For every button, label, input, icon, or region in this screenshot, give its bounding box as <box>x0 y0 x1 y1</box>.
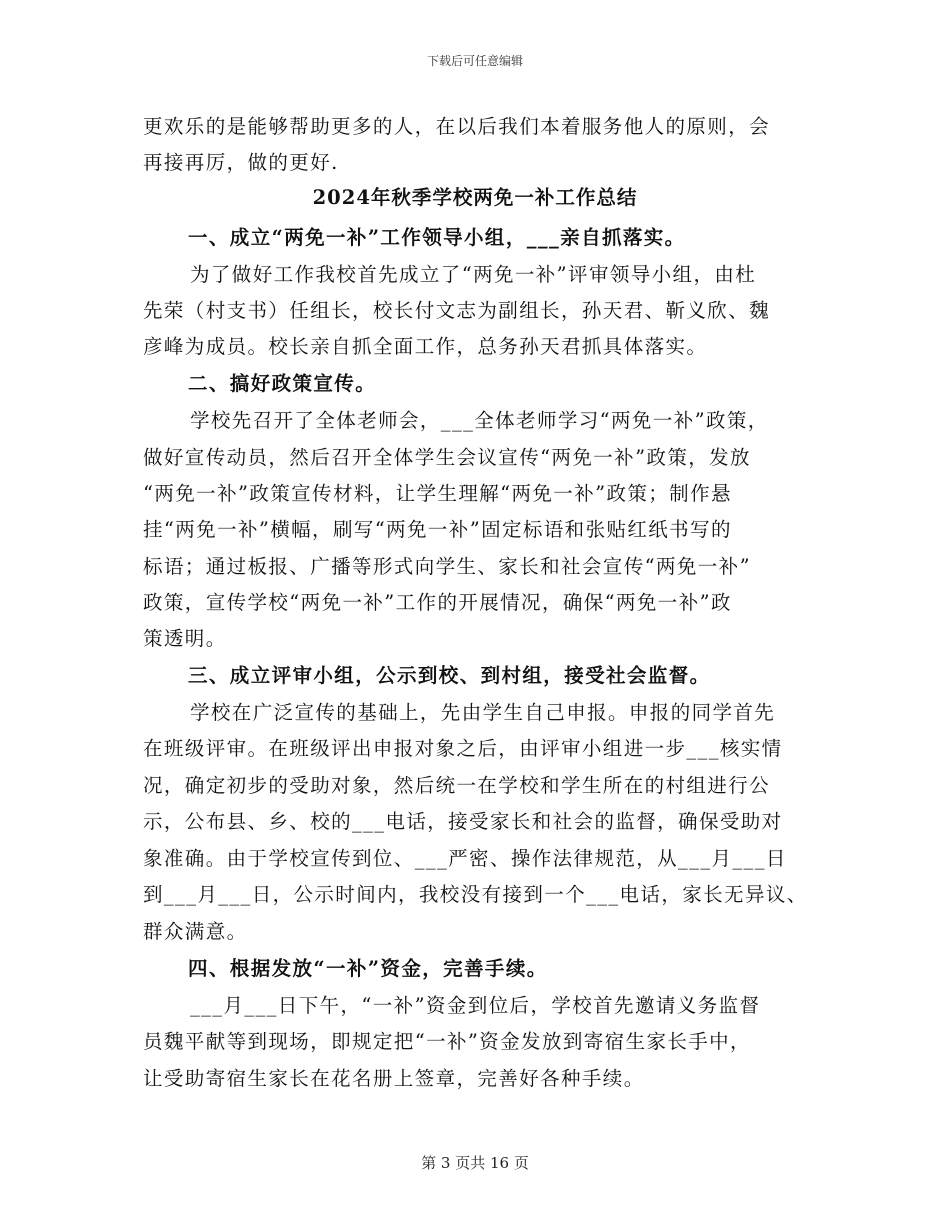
section-heading: 一、成立“两免一补”工作领导小组，___亲自抓落实。 <box>188 226 686 249</box>
body-line: 策透明。 <box>143 627 227 650</box>
body-line: 彦峰为成员。校长亲自抓全面工作，总务孙天君抓具体落实。 <box>143 335 708 358</box>
section-heading: 四、根据发放“一补”资金，完善手续。 <box>188 957 548 980</box>
body-line: 让受助寄宿生家长在花名册上签章，完善好各种手续。 <box>143 1067 645 1090</box>
page-footer: 第 3 页共 16 页 <box>421 1154 529 1172</box>
body-line: 更欢乐的是能够帮助更多的人，在以后我们本着服务他人的原则，会 <box>143 115 771 138</box>
body-line: 再接再厉，做的更好. <box>143 151 339 174</box>
section-heading: 二、搞好政策宣传。 <box>188 372 377 395</box>
body-line: 先荣（村支书）任组长，校长付文志为副组长，孙天君、靳义欣、魏 <box>143 299 771 322</box>
body-line: 学校先召开了全体老师会，___全体老师学习“两免一补”政策， <box>190 409 769 432</box>
body-line: “两免一补”政策宣传材料，让学生理解“两免一补”政策；制作悬 <box>143 482 732 505</box>
body-line: 标语；通过板报、广播等形式向学生、家长和社会宣传“两免一补” <box>143 555 751 578</box>
body-line: 为了做好工作我校首先成立了“两免一补”评审领导小组，由杜 <box>190 263 757 286</box>
body-line: 到___月___日，公示时间内，我校没有接到一个___电话，家长无异议、 <box>143 883 808 906</box>
body-line: 象准确。由于学校宣传到位、___严密、操作法律规范，从___月___日 <box>143 847 787 870</box>
body-line: 挂“两免一补”横幅，刷写“两免一补”固定标语和张贴红纸书写的 <box>143 518 732 541</box>
body-line: ___月___日下午，“一补”资金到位后，学校首先邀请义务监督 <box>190 994 761 1017</box>
body-line: 做好宣传动员，然后召开全体学生会议宣传“两免一补”政策，发放 <box>143 446 751 469</box>
body-line: 政策，宣传学校“两免一补”工作的开展情况，确保“两免一补”政 <box>143 591 732 614</box>
body-line: 群众满意。 <box>143 920 248 943</box>
page-header: 下载后可任意编辑 <box>426 54 523 68</box>
document-title: 2024年秋季学校两免一补工作总结 <box>312 186 638 209</box>
body-line: 在班级评审。在班级评出申报对象之后，由评审小组进一步___核实情 <box>143 737 783 760</box>
body-line: 况，确定初步的受助对象，然后统一在学校和学生所在的村组进行公 <box>143 774 771 797</box>
section-heading: 三、成立评审小组，公示到校、到村组，接受社会监督。 <box>188 664 711 687</box>
body-line: 员魏平献等到现场，即规定把“一补”资金发放到寄宿生家长手中， <box>143 1030 751 1053</box>
body-line: 学校在广泛宣传的基础上，先由学生自己申报。申报的同学首先 <box>190 701 776 724</box>
body-line: 示，公布县、乡、校的___电话，接受家长和社会的监督，确保受助对 <box>143 810 783 833</box>
